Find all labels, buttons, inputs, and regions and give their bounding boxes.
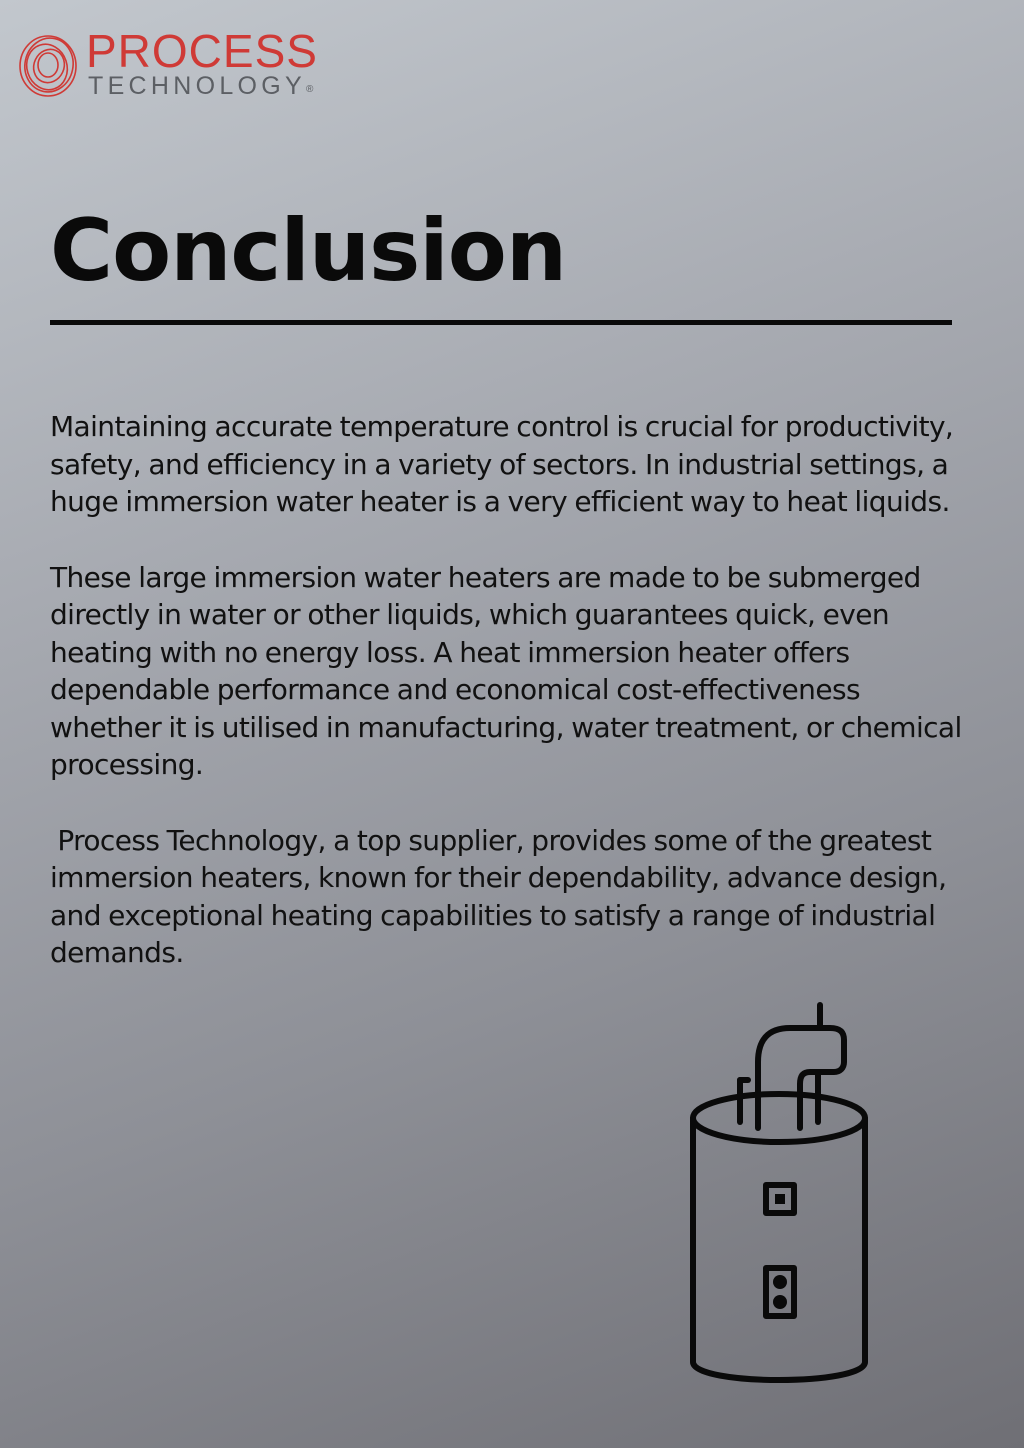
brand-name-primary: PROCESS xyxy=(86,25,318,77)
brand-name-secondary xyxy=(88,74,313,102)
water-heater-icon xyxy=(680,1000,880,1390)
page-title: Conclusion xyxy=(50,201,567,301)
title-divider xyxy=(50,320,952,325)
paragraph-supplier: Process Technology, a top supplier, provides some of the greatest immersion heaters, known for their dependability, advance design, and exceptional heating capabilities to satisfy a range of industrial demands. xyxy=(50,823,954,969)
paragraph-heaters: These large immersion water heaters are made to be submerged directly in water or other liquids, which guarantees quick, even heating with no energy loss. A heat immersion heater offers dependable performance and economical cost-effectiveness whether it is utilised in manufacturing, water treatment, or chemical processing. xyxy=(50,560,969,781)
body-content xyxy=(50,408,970,1010)
brand-name-secondary-text: TECHNOLOGY xyxy=(88,72,307,100)
brand-logo xyxy=(18,25,338,102)
paragraph-intro: Maintaining accurate temperature control is crucial for productivity, safety, and efficiency in a variety of sectors. In industrial settings, a huge immersion water heater is a very efficient way to heat liquids. xyxy=(50,410,961,518)
registered-mark: ® xyxy=(306,84,314,95)
concentric-rings-icon xyxy=(18,32,80,98)
